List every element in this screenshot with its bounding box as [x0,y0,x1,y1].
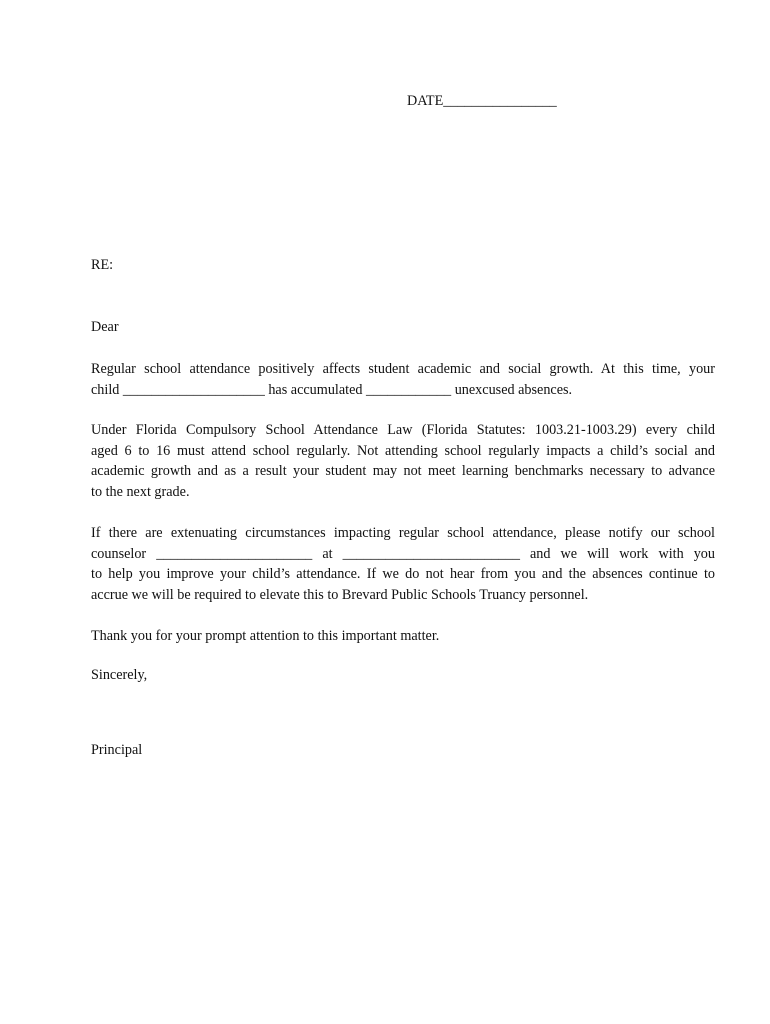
paragraph-line: Regular school attendance positively affects student academic and social growth. At this time, your [91,361,715,377]
paragraph-florida-law [91,420,715,502]
paragraph-thank-you [91,626,715,647]
paragraph-line: Under Florida Compulsory School Attendance Law (Florida Statutes: 1003.21-1003.29) every child [91,422,715,438]
signature-title: Principal [91,742,143,758]
salutation: Dear [91,319,119,335]
paragraph-line: child ____________________ has accumulated ____________ unexcused absences. [91,381,573,398]
date-line: DATE________________ [407,93,557,109]
paragraph-attendance [91,359,715,400]
closing: Sincerely, [91,667,148,683]
re-label: RE: [91,257,114,273]
paragraph-line: aged 6 to 16 must attend school regularly. Not attending school regularly impacts a child’s social and [91,442,715,459]
paragraph-line: to the next grade. [91,483,190,500]
paragraph-circumstances [91,523,715,605]
paragraph-line: to help you improve your child’s attendance. If we do not hear from you and the absences continue to [91,566,715,583]
paragraph-line: If there are extenuating circumstances impacting regular school attendance, please notify our school [91,525,715,541]
paragraph-line: counselor ______________________ at _________________________ and we will work with you [91,545,715,562]
paragraph-line: accrue we will be required to elevate this to Brevard Public Schools Truancy personnel. [91,586,589,603]
paragraph-line: Thank you for your prompt attention to this important matter. [91,628,440,644]
paragraph-line: academic growth and as a result your student may not meet learning benchmarks necessary to advance [91,463,715,480]
